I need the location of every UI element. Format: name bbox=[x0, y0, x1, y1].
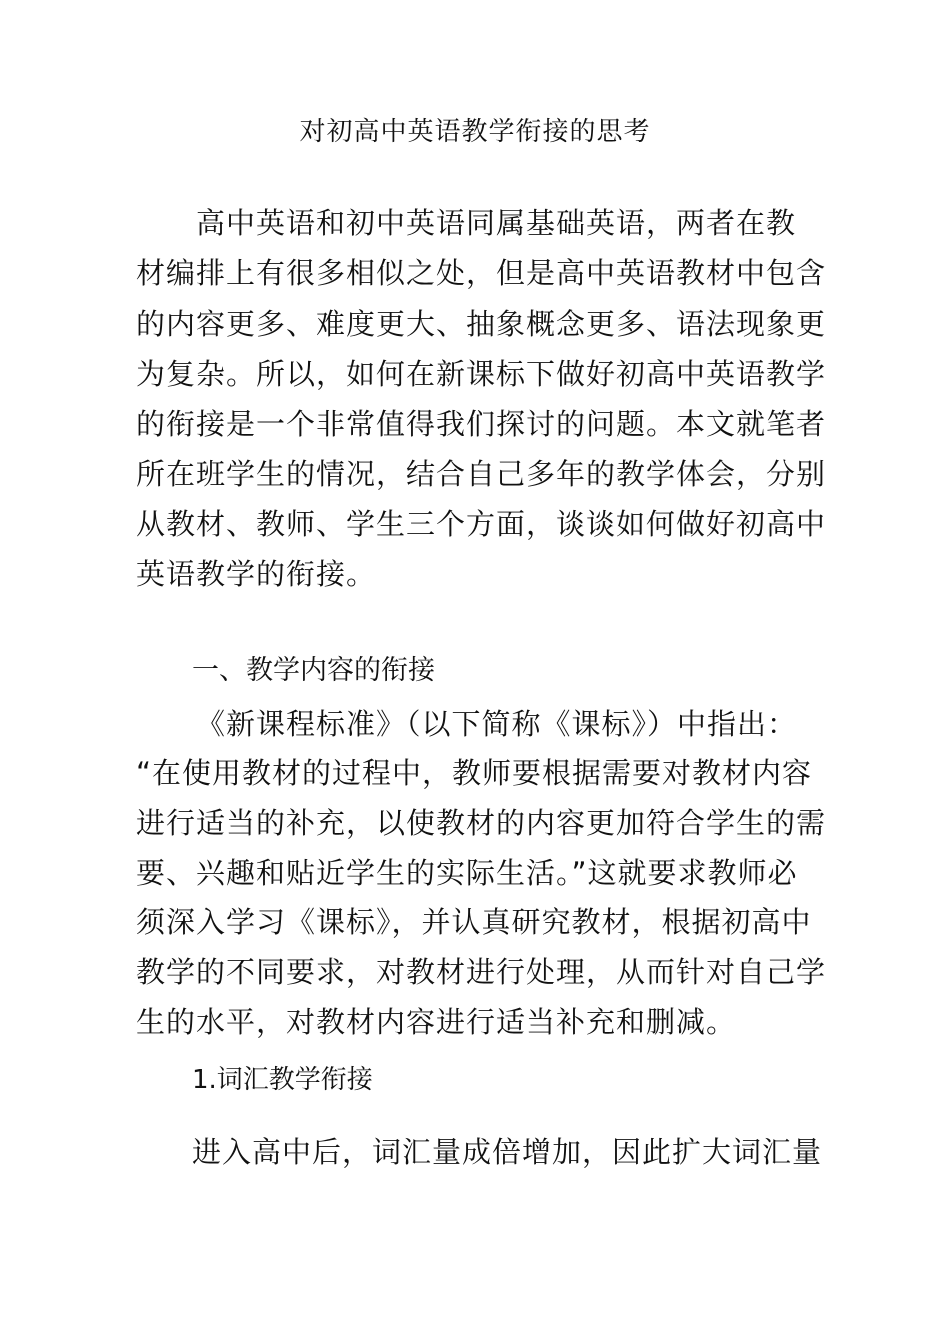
intro-line-8: 英语教学的衔接。 bbox=[136, 557, 377, 591]
section1-line-2: “在使用教材的过程中，教师要根据需要对教材内容 bbox=[136, 756, 813, 790]
section1-line-3: 进行适当的补充，以使教材的内容更加符合学生的需 bbox=[136, 806, 827, 840]
section1-line-6: 教学的不同要求，对教材进行处理，从而针对自己学 bbox=[136, 955, 827, 989]
section1-line-5: 须深入学习《课标》，并认真研究教材，根据初高中 bbox=[136, 905, 812, 939]
intro-line-4: 为复杂。所以，如何在新课标下做好初高中英语教学 bbox=[136, 357, 827, 391]
subsection-heading-1: 1.词汇教学衔接 bbox=[192, 1065, 373, 1095]
section1-line-1: 《新课程标准》（以下简称《课标》）中指出： bbox=[196, 707, 798, 741]
section1-line-4: 要、兴趣和贴近学生的实际生活。”这就要求教师必 bbox=[136, 856, 798, 890]
intro-line-3: 的内容更多、难度更大、抽象概念更多、语法现象更 bbox=[136, 307, 827, 341]
subsection1-line-1: 进入高中后，词汇量成倍增加，因此扩大词汇量 bbox=[192, 1135, 823, 1169]
intro-line-5: 的衔接是一个非常值得我们探讨的问题。本文就笔者 bbox=[136, 407, 827, 441]
section-heading-1: 一、教学内容的衔接 bbox=[192, 655, 435, 686]
section1-line-7: 生的水平，对教材内容进行适当补充和删减。 bbox=[136, 1005, 737, 1039]
intro-line-7: 从教材、教师、学生三个方面，谈谈如何做好初高中 bbox=[136, 507, 827, 541]
intro-line-6: 所在班学生的情况，结合自己多年的教学体会，分别 bbox=[136, 457, 827, 491]
intro-line-1: 高中英语和初中英语同属基础英语，两者在教 bbox=[136, 206, 797, 240]
document-title: 对初高中英语教学衔接的思考 bbox=[299, 117, 651, 147]
intro-line-2: 材编排上有很多相似之处，但是高中英语教材中包含 bbox=[136, 256, 827, 290]
